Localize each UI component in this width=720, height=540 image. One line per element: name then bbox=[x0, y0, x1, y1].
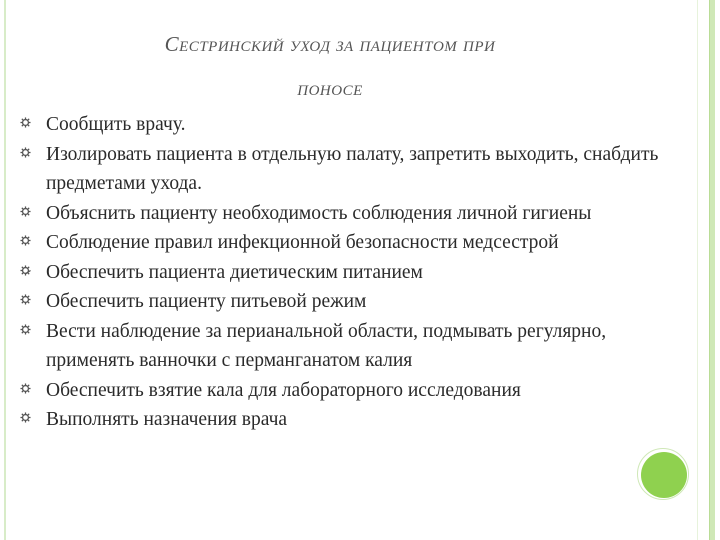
gear-bullet-icon bbox=[20, 147, 31, 158]
list-item-text: Соблюдение правил инфекционной безопасности медсестрой bbox=[46, 232, 559, 253]
list-item bbox=[20, 405, 680, 435]
list-item-text: Обеспечить пациенту питьевой режим bbox=[46, 291, 367, 312]
list-item bbox=[20, 228, 680, 258]
gear-bullet-icon bbox=[20, 265, 31, 276]
bullet-list bbox=[20, 110, 680, 435]
gear-bullet-icon bbox=[20, 412, 31, 423]
list-item-text: Вести наблюдение за перианальной области, подмывать регулярно, применять ванночки с перманганатом калия bbox=[46, 320, 607, 371]
gear-bullet-icon bbox=[20, 235, 31, 246]
list-item bbox=[20, 287, 680, 317]
list-item bbox=[20, 258, 680, 288]
list-item-text: Сообщить врачу. bbox=[46, 114, 186, 135]
list-item-text: Выполнять назначения врача bbox=[46, 409, 288, 430]
list-item bbox=[20, 110, 680, 140]
list-item-text: Обеспечить пациента диетическим питанием bbox=[46, 261, 423, 283]
right-frame-bar bbox=[709, 0, 715, 540]
list-item bbox=[20, 317, 680, 376]
gear-bullet-icon bbox=[20, 206, 31, 217]
slide-title bbox=[0, 22, 660, 110]
list-item-text: Изолировать пациента в отдельную палату, запретить выходить, снабдить предметами ухода. bbox=[46, 143, 659, 194]
list-item bbox=[20, 199, 680, 229]
gear-bullet-icon bbox=[20, 294, 31, 305]
decorative-green-circle bbox=[641, 452, 687, 498]
slide-title-line-2: поносе bbox=[297, 76, 363, 100]
gear-bullet-icon bbox=[20, 324, 31, 335]
list-item-text: Обеспечить взятие кала для лабораторного исследования bbox=[46, 379, 521, 401]
gear-bullet-icon bbox=[20, 383, 31, 394]
list-item bbox=[20, 376, 680, 406]
slide-title-line-1: Сестринский уход за пациентом при bbox=[164, 32, 496, 56]
gear-bullet-icon bbox=[20, 117, 31, 128]
list-item bbox=[20, 140, 680, 199]
list-item-text: Объяснить пациенту необходимость соблюдения личной гигиены bbox=[46, 202, 592, 224]
right-frame-inner-line bbox=[697, 0, 698, 540]
